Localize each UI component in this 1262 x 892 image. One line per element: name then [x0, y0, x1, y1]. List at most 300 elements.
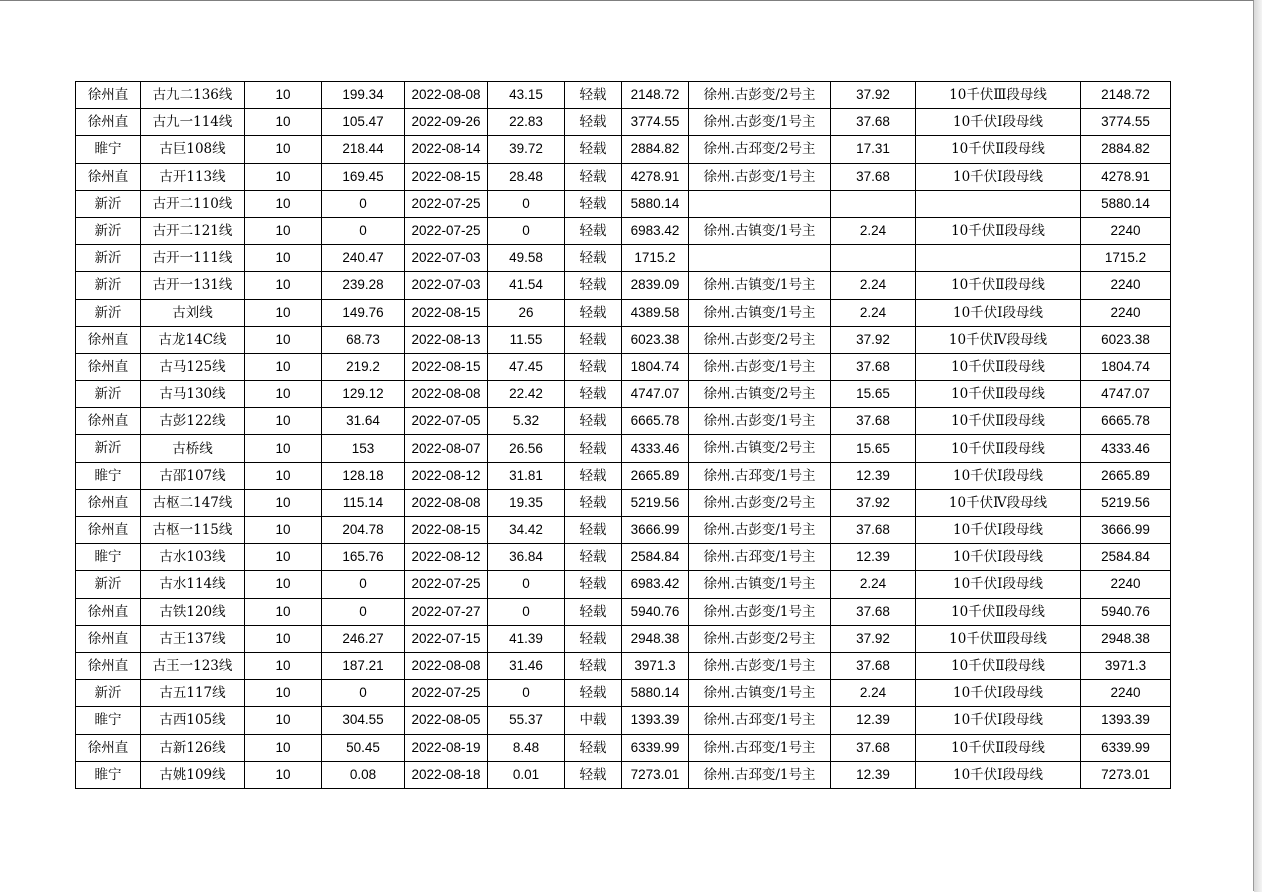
load-status-cell: 轻载: [565, 82, 622, 109]
table-row: [76, 680, 1171, 707]
capacity-cell: 4333.46: [622, 435, 689, 462]
transformer-cell: [689, 245, 831, 272]
available-capacity-cell: 2240: [1081, 571, 1171, 598]
bus-section-cell: 10千伏Ⅱ段母线: [916, 734, 1081, 761]
date-cell: 2022-07-25: [405, 217, 488, 244]
region-cell: 徐州直: [76, 598, 141, 625]
capacity-cell: 6983.42: [622, 217, 689, 244]
line-name-cell: 古开113线: [141, 163, 245, 190]
voltage-cell: 10: [245, 408, 322, 435]
region-cell: 新沂: [76, 381, 141, 408]
transformer-rate-cell: 37.68: [831, 109, 916, 136]
voltage-cell: 10: [245, 245, 322, 272]
table-row: [76, 598, 1171, 625]
voltage-cell: 10: [245, 707, 322, 734]
current-cell: 31.64: [322, 408, 405, 435]
available-capacity-cell: 2240: [1081, 272, 1171, 299]
available-capacity-cell: 4278.91: [1081, 163, 1171, 190]
capacity-cell: 2665.89: [622, 462, 689, 489]
voltage-cell: 10: [245, 734, 322, 761]
load-rate-cell: 36.84: [488, 544, 565, 571]
load-rate-cell: 55.37: [488, 707, 565, 734]
current-cell: 0: [322, 190, 405, 217]
voltage-cell: 10: [245, 571, 322, 598]
load-rate-cell: 0: [488, 598, 565, 625]
bus-section-cell: 10千伏Ⅰ段母线: [916, 109, 1081, 136]
current-cell: 68.73: [322, 326, 405, 353]
load-rate-cell: 0: [488, 190, 565, 217]
table-row: [76, 517, 1171, 544]
capacity-cell: 6339.99: [622, 734, 689, 761]
line-name-cell: 古龙14C线: [141, 326, 245, 353]
table-row: [76, 326, 1171, 353]
voltage-cell: 10: [245, 272, 322, 299]
date-cell: 2022-08-08: [405, 82, 488, 109]
region-cell: 徐州直: [76, 734, 141, 761]
line-name-cell: 古邵107线: [141, 462, 245, 489]
line-name-cell: 古王137线: [141, 625, 245, 652]
load-rate-cell: 11.55: [488, 326, 565, 353]
transformer-cell: 徐州.古邳变/2号主: [689, 136, 831, 163]
bus-section-cell: [916, 245, 1081, 272]
load-status-cell: 轻载: [565, 680, 622, 707]
current-cell: 0.08: [322, 761, 405, 788]
bus-section-cell: 10千伏Ⅱ段母线: [916, 381, 1081, 408]
bus-section-cell: 10千伏Ⅱ段母线: [916, 598, 1081, 625]
current-cell: 105.47: [322, 109, 405, 136]
date-cell: 2022-07-25: [405, 190, 488, 217]
transformer-rate-cell: 37.68: [831, 408, 916, 435]
bus-section-cell: 10千伏Ⅰ段母线: [916, 571, 1081, 598]
voltage-cell: 10: [245, 353, 322, 380]
load-status-cell: 轻载: [565, 217, 622, 244]
region-cell: 新沂: [76, 571, 141, 598]
available-capacity-cell: 6023.38: [1081, 326, 1171, 353]
voltage-cell: 10: [245, 489, 322, 516]
table-row: [76, 544, 1171, 571]
available-capacity-cell: 3774.55: [1081, 109, 1171, 136]
date-cell: 2022-07-27: [405, 598, 488, 625]
transformer-rate-cell: 37.92: [831, 82, 916, 109]
date-cell: 2022-08-18: [405, 761, 488, 788]
load-rate-cell: 31.81: [488, 462, 565, 489]
capacity-cell: 3774.55: [622, 109, 689, 136]
transformer-cell: 徐州.古镇变/2号主: [689, 381, 831, 408]
available-capacity-cell: 2240: [1081, 299, 1171, 326]
date-cell: 2022-07-25: [405, 680, 488, 707]
current-cell: 240.47: [322, 245, 405, 272]
bus-section-cell: 10千伏Ⅱ段母线: [916, 435, 1081, 462]
line-name-cell: 古开二110线: [141, 190, 245, 217]
transformer-cell: 徐州.古彭变/1号主: [689, 408, 831, 435]
transformer-cell: 徐州.古彭变/2号主: [689, 326, 831, 353]
date-cell: 2022-08-12: [405, 462, 488, 489]
date-cell: 2022-09-26: [405, 109, 488, 136]
region-cell: 徐州直: [76, 652, 141, 679]
transformer-cell: 徐州.古彭变/1号主: [689, 109, 831, 136]
load-status-cell: 轻载: [565, 109, 622, 136]
load-status-cell: 轻载: [565, 517, 622, 544]
current-cell: 246.27: [322, 625, 405, 652]
load-rate-cell: 26.56: [488, 435, 565, 462]
available-capacity-cell: 3971.3: [1081, 652, 1171, 679]
voltage-cell: 10: [245, 163, 322, 190]
line-name-cell: 古枢一115线: [141, 517, 245, 544]
region-cell: 徐州直: [76, 353, 141, 380]
current-cell: 0: [322, 598, 405, 625]
transformer-rate-cell: 37.68: [831, 163, 916, 190]
bus-section-cell: 10千伏Ⅰ段母线: [916, 299, 1081, 326]
available-capacity-cell: 7273.01: [1081, 761, 1171, 788]
region-cell: 徐州直: [76, 408, 141, 435]
load-status-cell: 轻载: [565, 598, 622, 625]
table-row: [76, 190, 1171, 217]
transformer-cell: 徐州.古镇变/1号主: [689, 272, 831, 299]
load-status-cell: 轻载: [565, 163, 622, 190]
transformer-cell: 徐州.古镇变/1号主: [689, 571, 831, 598]
bus-section-cell: 10千伏Ⅱ段母线: [916, 272, 1081, 299]
capacity-cell: 6983.42: [622, 571, 689, 598]
bus-section-cell: 10千伏Ⅰ段母线: [916, 707, 1081, 734]
table-row: [76, 462, 1171, 489]
date-cell: 2022-08-05: [405, 707, 488, 734]
load-rate-cell: 34.42: [488, 517, 565, 544]
bus-section-cell: 10千伏Ⅲ段母线: [916, 82, 1081, 109]
line-name-cell: 古九一114线: [141, 109, 245, 136]
transformer-cell: 徐州.古彭变/2号主: [689, 82, 831, 109]
bus-section-cell: 10千伏Ⅲ段母线: [916, 625, 1081, 652]
transformer-cell: [689, 190, 831, 217]
date-cell: 2022-07-05: [405, 408, 488, 435]
region-cell: 新沂: [76, 272, 141, 299]
current-cell: 153: [322, 435, 405, 462]
current-cell: 218.44: [322, 136, 405, 163]
capacity-cell: 2148.72: [622, 82, 689, 109]
table-row: [76, 272, 1171, 299]
voltage-cell: 10: [245, 517, 322, 544]
date-cell: 2022-07-15: [405, 625, 488, 652]
transformer-cell: 徐州.古邳变/1号主: [689, 462, 831, 489]
capacity-cell: 2584.84: [622, 544, 689, 571]
line-name-cell: 古西105线: [141, 707, 245, 734]
transformer-rate-cell: 17.31: [831, 136, 916, 163]
region-cell: 徐州直: [76, 489, 141, 516]
current-cell: 50.45: [322, 734, 405, 761]
current-cell: 219.2: [322, 353, 405, 380]
load-status-cell: 轻载: [565, 381, 622, 408]
load-status-cell: 轻载: [565, 761, 622, 788]
load-status-cell: 轻载: [565, 625, 622, 652]
line-name-cell: 古巨108线: [141, 136, 245, 163]
load-rate-cell: 43.15: [488, 82, 565, 109]
available-capacity-cell: 2584.84: [1081, 544, 1171, 571]
available-capacity-cell: 2240: [1081, 217, 1171, 244]
load-status-cell: 中载: [565, 707, 622, 734]
capacity-cell: 6023.38: [622, 326, 689, 353]
transformer-cell: 徐州.古彭变/1号主: [689, 163, 831, 190]
region-cell: 徐州直: [76, 109, 141, 136]
bus-section-cell: 10千伏Ⅰ段母线: [916, 517, 1081, 544]
voltage-cell: 10: [245, 299, 322, 326]
region-cell: 徐州直: [76, 625, 141, 652]
table-row: [76, 299, 1171, 326]
line-name-cell: 古枢二147线: [141, 489, 245, 516]
transformer-cell: 徐州.古镇变/1号主: [689, 680, 831, 707]
transformer-rate-cell: 37.68: [831, 652, 916, 679]
table-row: [76, 761, 1171, 788]
load-rate-cell: 41.39: [488, 625, 565, 652]
transformer-cell: 徐州.古镇变/1号主: [689, 299, 831, 326]
available-capacity-cell: 4333.46: [1081, 435, 1171, 462]
date-cell: 2022-08-19: [405, 734, 488, 761]
bus-section-cell: 10千伏Ⅰ段母线: [916, 680, 1081, 707]
transformer-cell: 徐州.古邳变/1号主: [689, 761, 831, 788]
region-cell: 徐州直: [76, 82, 141, 109]
table-row: [76, 734, 1171, 761]
load-rate-cell: 0: [488, 571, 565, 598]
table-row: [76, 435, 1171, 462]
load-rate-cell: 8.48: [488, 734, 565, 761]
table-row: [76, 109, 1171, 136]
line-name-cell: 古九二136线: [141, 82, 245, 109]
available-capacity-cell: 1804.74: [1081, 353, 1171, 380]
transformer-cell: 徐州.古彭变/2号主: [689, 489, 831, 516]
page-edge-shadow: [1254, 0, 1262, 892]
table-row: [76, 163, 1171, 190]
table-row: [76, 136, 1171, 163]
date-cell: 2022-08-08: [405, 489, 488, 516]
date-cell: 2022-08-15: [405, 163, 488, 190]
current-cell: 199.34: [322, 82, 405, 109]
bus-section-cell: 10千伏Ⅱ段母线: [916, 217, 1081, 244]
transformer-rate-cell: 37.68: [831, 353, 916, 380]
transformer-rate-cell: 2.24: [831, 299, 916, 326]
current-cell: 0: [322, 571, 405, 598]
voltage-cell: 10: [245, 190, 322, 217]
voltage-cell: 10: [245, 462, 322, 489]
transformer-cell: 徐州.古邳变/1号主: [689, 707, 831, 734]
capacity-cell: 5940.76: [622, 598, 689, 625]
region-cell: 新沂: [76, 299, 141, 326]
transformer-cell: 徐州.古彭变/2号主: [689, 625, 831, 652]
capacity-cell: 1715.2: [622, 245, 689, 272]
date-cell: 2022-08-07: [405, 435, 488, 462]
available-capacity-cell: 2148.72: [1081, 82, 1171, 109]
load-status-cell: 轻载: [565, 326, 622, 353]
region-cell: 新沂: [76, 217, 141, 244]
date-cell: 2022-08-08: [405, 381, 488, 408]
voltage-cell: 10: [245, 109, 322, 136]
region-cell: 睢宁: [76, 544, 141, 571]
load-status-cell: 轻载: [565, 299, 622, 326]
table-row: [76, 408, 1171, 435]
region-cell: 睢宁: [76, 761, 141, 788]
available-capacity-cell: 5880.14: [1081, 190, 1171, 217]
capacity-cell: 3666.99: [622, 517, 689, 544]
transformer-cell: 徐州.古彭变/1号主: [689, 353, 831, 380]
table-row: [76, 489, 1171, 516]
region-cell: 徐州直: [76, 517, 141, 544]
date-cell: 2022-08-14: [405, 136, 488, 163]
line-name-cell: 古姚109线: [141, 761, 245, 788]
transformer-cell: 徐州.古镇变/2号主: [689, 435, 831, 462]
capacity-cell: 2948.38: [622, 625, 689, 652]
date-cell: 2022-08-15: [405, 299, 488, 326]
bus-section-cell: 10千伏Ⅳ段母线: [916, 326, 1081, 353]
line-name-cell: 古刘线: [141, 299, 245, 326]
transformer-rate-cell: 2.24: [831, 571, 916, 598]
available-capacity-cell: 3666.99: [1081, 517, 1171, 544]
current-cell: 149.76: [322, 299, 405, 326]
load-status-cell: 轻载: [565, 734, 622, 761]
table-body: [76, 82, 1171, 789]
date-cell: 2022-08-15: [405, 517, 488, 544]
current-cell: 304.55: [322, 707, 405, 734]
available-capacity-cell: 4747.07: [1081, 381, 1171, 408]
voltage-cell: 10: [245, 761, 322, 788]
current-cell: 0: [322, 680, 405, 707]
voltage-cell: 10: [245, 435, 322, 462]
line-name-cell: 古王一123线: [141, 652, 245, 679]
voltage-cell: 10: [245, 381, 322, 408]
line-name-cell: 古水114线: [141, 571, 245, 598]
table-row: [76, 82, 1171, 109]
bus-section-cell: 10千伏Ⅱ段母线: [916, 408, 1081, 435]
transformer-rate-cell: 37.68: [831, 517, 916, 544]
line-name-cell: 古水103线: [141, 544, 245, 571]
line-name-cell: 古桥线: [141, 435, 245, 462]
bus-section-cell: 10千伏Ⅰ段母线: [916, 163, 1081, 190]
capacity-cell: 5880.14: [622, 680, 689, 707]
line-name-cell: 古开二121线: [141, 217, 245, 244]
bus-section-cell: 10千伏Ⅰ段母线: [916, 544, 1081, 571]
table-row: [76, 381, 1171, 408]
bus-section-cell: 10千伏Ⅱ段母线: [916, 353, 1081, 380]
region-cell: 新沂: [76, 190, 141, 217]
region-cell: 徐州直: [76, 326, 141, 353]
region-cell: 睢宁: [76, 707, 141, 734]
voltage-cell: 10: [245, 625, 322, 652]
load-rate-cell: 0.01: [488, 761, 565, 788]
line-name-cell: 古开一111线: [141, 245, 245, 272]
load-status-cell: 轻载: [565, 245, 622, 272]
line-name-cell: 古马125线: [141, 353, 245, 380]
transformer-cell: 徐州.古邳变/1号主: [689, 734, 831, 761]
capacity-cell: 5219.56: [622, 489, 689, 516]
line-name-cell: 古开一131线: [141, 272, 245, 299]
table-row: [76, 245, 1171, 272]
bus-section-cell: 10千伏Ⅱ段母线: [916, 652, 1081, 679]
voltage-cell: 10: [245, 136, 322, 163]
current-cell: 128.18: [322, 462, 405, 489]
load-status-cell: 轻载: [565, 272, 622, 299]
current-cell: 129.12: [322, 381, 405, 408]
line-name-cell: 古马130线: [141, 381, 245, 408]
load-rate-cell: 0: [488, 217, 565, 244]
current-cell: 115.14: [322, 489, 405, 516]
transformer-rate-cell: 15.65: [831, 435, 916, 462]
load-rate-cell: 5.32: [488, 408, 565, 435]
capacity-cell: 1393.39: [622, 707, 689, 734]
transformer-cell: 徐州.古彭变/1号主: [689, 517, 831, 544]
transformer-cell: 徐州.古彭变/1号主: [689, 598, 831, 625]
capacity-cell: 6665.78: [622, 408, 689, 435]
transformer-rate-cell: [831, 245, 916, 272]
load-rate-cell: 22.83: [488, 109, 565, 136]
available-capacity-cell: 6665.78: [1081, 408, 1171, 435]
bus-section-cell: 10千伏Ⅰ段母线: [916, 761, 1081, 788]
line-name-cell: 古铁120线: [141, 598, 245, 625]
transformer-rate-cell: 12.39: [831, 761, 916, 788]
load-status-cell: 轻载: [565, 408, 622, 435]
capacity-cell: 2884.82: [622, 136, 689, 163]
table-row: [76, 707, 1171, 734]
region-cell: 新沂: [76, 245, 141, 272]
load-status-cell: 轻载: [565, 571, 622, 598]
bus-section-cell: 10千伏Ⅰ段母线: [916, 462, 1081, 489]
capacity-cell: 3971.3: [622, 652, 689, 679]
date-cell: 2022-07-03: [405, 272, 488, 299]
table-row: [76, 652, 1171, 679]
table-row: [76, 571, 1171, 598]
available-capacity-cell: 1393.39: [1081, 707, 1171, 734]
voltage-cell: 10: [245, 544, 322, 571]
transformer-rate-cell: 37.68: [831, 598, 916, 625]
capacity-cell: 4747.07: [622, 381, 689, 408]
bus-section-cell: 10千伏Ⅳ段母线: [916, 489, 1081, 516]
transformer-rate-cell: 37.92: [831, 489, 916, 516]
region-cell: 新沂: [76, 680, 141, 707]
load-status-cell: 轻载: [565, 462, 622, 489]
transformer-rate-cell: 37.68: [831, 734, 916, 761]
load-status-cell: 轻载: [565, 489, 622, 516]
bus-section-cell: [916, 190, 1081, 217]
voltage-cell: 10: [245, 82, 322, 109]
transformer-rate-cell: 12.39: [831, 707, 916, 734]
voltage-cell: 10: [245, 680, 322, 707]
capacity-cell: 4389.58: [622, 299, 689, 326]
current-cell: 187.21: [322, 652, 405, 679]
capacity-cell: 5880.14: [622, 190, 689, 217]
line-name-cell: 古新126线: [141, 734, 245, 761]
capacity-cell: 7273.01: [622, 761, 689, 788]
region-cell: 新沂: [76, 435, 141, 462]
voltage-cell: 10: [245, 652, 322, 679]
transformer-cell: 徐州.古彭变/1号主: [689, 652, 831, 679]
load-status-cell: 轻载: [565, 544, 622, 571]
transformer-rate-cell: 37.92: [831, 326, 916, 353]
available-capacity-cell: 2240: [1081, 680, 1171, 707]
load-rate-cell: 49.58: [488, 245, 565, 272]
load-status-cell: 轻载: [565, 190, 622, 217]
available-capacity-cell: 6339.99: [1081, 734, 1171, 761]
transformer-cell: 徐州.古镇变/1号主: [689, 217, 831, 244]
load-rate-cell: 39.72: [488, 136, 565, 163]
available-capacity-cell: 2948.38: [1081, 625, 1171, 652]
load-status-cell: 轻载: [565, 136, 622, 163]
bus-section-cell: 10千伏Ⅱ段母线: [916, 136, 1081, 163]
date-cell: 2022-08-12: [405, 544, 488, 571]
transformer-rate-cell: 15.65: [831, 381, 916, 408]
table-row: [76, 217, 1171, 244]
transformer-rate-cell: 2.24: [831, 272, 916, 299]
transformer-cell: 徐州.古邳变/1号主: [689, 544, 831, 571]
load-rate-cell: 41.54: [488, 272, 565, 299]
line-name-cell: 古五117线: [141, 680, 245, 707]
load-status-cell: 轻载: [565, 435, 622, 462]
date-cell: 2022-08-08: [405, 652, 488, 679]
voltage-cell: 10: [245, 598, 322, 625]
